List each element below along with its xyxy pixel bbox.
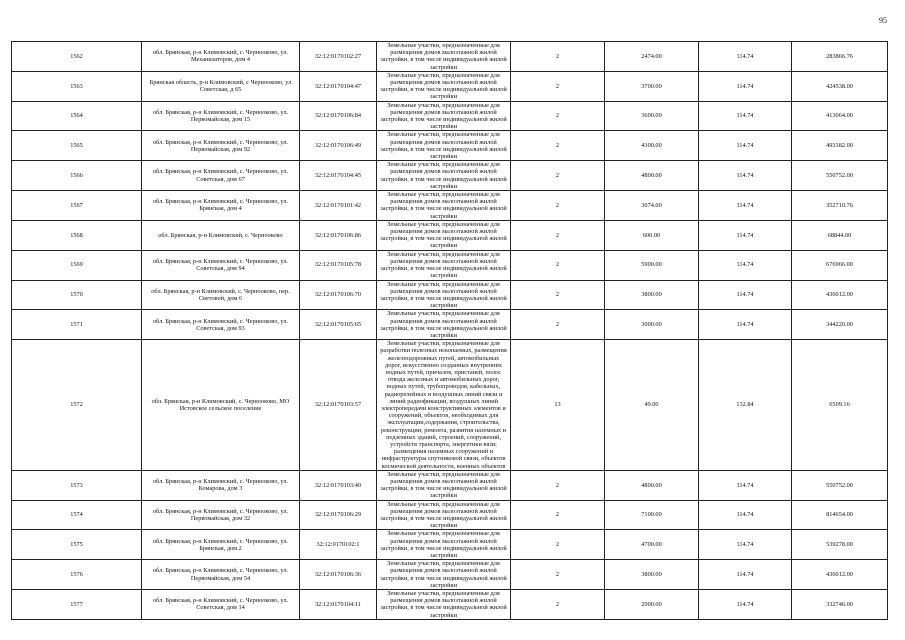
cadastral-value-cell: 424538.00 — [792, 71, 888, 101]
cadastral-value-cell: 332746.00 — [792, 590, 888, 620]
specific-value-cell: 114.74 — [699, 500, 792, 530]
use-group-cell: 2 — [511, 42, 605, 72]
use-group-cell: 13 — [511, 340, 605, 471]
table-row — [12, 500, 888, 530]
cadastral-number-cell: 32:12:0170101:42 — [300, 191, 377, 221]
specific-value-cell: 114.74 — [699, 131, 792, 161]
cadastral-value-cell: 6509.16 — [792, 340, 888, 471]
cadastral-number-cell: 32:12:0170103:57 — [300, 340, 377, 471]
land-use-cell: Земельные участки, предназначенные для размещения домов малоэтажной жилой застройки, в том числе индивидуальной жилой застройки — [377, 250, 511, 280]
table-row — [12, 191, 888, 221]
land-use-cell: Земельные участки, предназначенные для размещения домов малоэтажной жилой застройки, в том числе индивидуальной жилой застройки — [377, 71, 511, 101]
specific-value-cell: 114.74 — [699, 71, 792, 101]
area-cell: 3800.00 — [605, 280, 699, 310]
row-number-cell: 1577 — [12, 590, 142, 620]
use-group-cell: 2 — [511, 71, 605, 101]
cadastral-value-cell: 539278.00 — [792, 530, 888, 560]
land-use-cell: Земельные участки, предназначенные для размещения домов малоэтажной жилой застройки, в том числе индивидуальной жилой застройки — [377, 530, 511, 560]
cadastral-number-cell: 32:12:0170106:84 — [300, 101, 377, 131]
land-use-cell: Земельные участки, предназначенные для размещения домов малоэтажной жилой застройки, в том числе индивидуальной жилой застройки — [377, 161, 511, 191]
cadastral-number-cell: 32:12:0170105:65 — [300, 310, 377, 340]
table-row — [12, 340, 888, 471]
table-body — [12, 42, 888, 620]
use-group-cell: 2 — [511, 161, 605, 191]
address-cell: обл. Брянская, р-н Климовский, с. Чернооково, МО Истовское сельское поселение — [142, 340, 300, 471]
use-group-cell: 2 — [511, 590, 605, 620]
specific-value-cell: 114.74 — [699, 42, 792, 72]
use-group-cell: 2 — [511, 101, 605, 131]
address-cell: обл. Брянская, р-н Климовский, с. Чернооково, ул. Комарова, дом 3 — [142, 470, 300, 500]
cadastral-number-cell: 32:12:0170104:11 — [300, 590, 377, 620]
land-use-cell: Земельные участки, предназначенные для размещения домов малоэтажной жилой застройки, в том числе индивидуальной жилой застройки — [377, 101, 511, 131]
row-number-cell: 1566 — [12, 161, 142, 191]
specific-value-cell: 114.74 — [699, 590, 792, 620]
land-registry-table — [11, 41, 888, 620]
address-cell: Брянская область, р-н Климовский, с Чернооково, ул Советская, д 65 — [142, 71, 300, 101]
row-number-cell: 1569 — [12, 250, 142, 280]
table-row — [12, 590, 888, 620]
area-cell: 3074.00 — [605, 191, 699, 221]
land-use-cell: Земельные участки, предназначенные для размещения домов малоэтажной жилой застройки, в том числе индивидуальной жилой застройки — [377, 470, 511, 500]
area-cell: 4300.00 — [605, 131, 699, 161]
cadastral-value-cell: 436012.00 — [792, 560, 888, 590]
row-number-cell: 1573 — [12, 470, 142, 500]
area-cell: 3000.00 — [605, 310, 699, 340]
row-number-cell: 1576 — [12, 560, 142, 590]
specific-value-cell: 114.74 — [699, 161, 792, 191]
page-number: 95 — [879, 16, 887, 25]
land-use-cell: Земельные участки, предназначенные для разработки полезных ископаемых, размещения железнодорожных путей, автомобильных дорог, искусственно созданных внутренних водных путей, причалов, пристаней, полос отвода железных и автомобильных дорог, водных путей, трубопроводов, кабельных, радиорелейных и воздушных линий связи и линий радиофикации, воздушных линий электропередачи конструктивных элементов и сооружений, объектов, необходимых для эксплуатации,содержания, строительства, реконструкции, ремонта, развития наземных и подземных зданий, строений, сооружений, устройств транспорта, энергетики вязи; размещения наземных сооружений и инфраструктуры спутниковой связи, объектов космической деятельности, военных объектов — [377, 340, 511, 471]
address-cell: обл. Брянская, р-н Климовский, с. Чернооково, ул. Советская, дом 94 — [142, 250, 300, 280]
row-number-cell: 1562 — [12, 42, 142, 72]
table-row — [12, 42, 888, 72]
row-number-cell: 1565 — [12, 131, 142, 161]
table-row — [12, 101, 888, 131]
table-row — [12, 161, 888, 191]
cadastral-number-cell: 32:12:0170106:36 — [300, 560, 377, 590]
use-group-cell: 2 — [511, 131, 605, 161]
area-cell: 4700.00 — [605, 530, 699, 560]
area-cell: 49.00 — [605, 340, 699, 471]
address-cell: обл. Брянская, р-н Климовский, с. Чернооково, ул. Советская, дом 14 — [142, 590, 300, 620]
address-cell: обл. Брянская, р-н Климовский, с. Чернооково, ул. Первомайская, дом 32 — [142, 500, 300, 530]
cadastral-value-cell: 68844.00 — [792, 220, 888, 250]
cadastral-value-cell: 283866.76 — [792, 42, 888, 72]
area-cell: 3600.00 — [605, 101, 699, 131]
area-cell: 2900.00 — [605, 590, 699, 620]
cadastral-number-cell: 32:12:0170106:86 — [300, 220, 377, 250]
land-use-cell: Земельные участки, предназначенные для размещения домов малоэтажной жилой застройки, в том числе индивидуальной жилой застройки — [377, 560, 511, 590]
cadastral-value-cell: 550752.00 — [792, 161, 888, 191]
area-cell: 7100.00 — [605, 500, 699, 530]
specific-value-cell: 132.84 — [699, 340, 792, 471]
address-cell: обл. Брянская, р-н Климовский, с. Чернооково, ул. Брянская, дом 4 — [142, 191, 300, 221]
cadastral-number-cell: 32:12:0170106:49 — [300, 131, 377, 161]
specific-value-cell: 114.74 — [699, 310, 792, 340]
land-use-cell: Земельные участки, предназначенные для размещения домов малоэтажной жилой застройки, в том числе индивидуальной жилой застройки — [377, 590, 511, 620]
table-row — [12, 220, 888, 250]
address-cell: обл. Брянская, р-н Климовский, с. Чернооково, ул. Советская, дом 67 — [142, 161, 300, 191]
specific-value-cell: 114.74 — [699, 191, 792, 221]
use-group-cell: 2 — [511, 310, 605, 340]
row-number-cell: 1567 — [12, 191, 142, 221]
table-row — [12, 560, 888, 590]
land-use-cell: Земельные участки, предназначенные для размещения домов малоэтажной жилой застройки, в том числе индивидуальной жилой застройки — [377, 131, 511, 161]
address-cell: обл. Брянская, р-н Климовский, с. Чернооково, ул. Первомайская, дом 92 — [142, 131, 300, 161]
cadastral-value-cell: 413064.00 — [792, 101, 888, 131]
table-row — [12, 280, 888, 310]
area-cell: 2474.00 — [605, 42, 699, 72]
specific-value-cell: 114.74 — [699, 101, 792, 131]
row-number-cell: 1571 — [12, 310, 142, 340]
cadastral-value-cell: 676966.00 — [792, 250, 888, 280]
specific-value-cell: 114.74 — [699, 470, 792, 500]
row-number-cell: 1575 — [12, 530, 142, 560]
area-cell: 4800.00 — [605, 470, 699, 500]
land-use-cell: Земельные участки, предназначенные для размещения домов малоэтажной жилой застройки, в том числе индивидуальной жилой застройки — [377, 500, 511, 530]
address-cell: обл. Брянская, р-н Климовский, с. Чернооково, ул. Советская, дом 93 — [142, 310, 300, 340]
cadastral-value-cell: 814654.00 — [792, 500, 888, 530]
land-use-cell: Земельные участки, предназначенные для размещения домов малоэтажной жилой застройки, в том числе индивидуальной жилой застройки — [377, 191, 511, 221]
table-row — [12, 131, 888, 161]
area-cell: 600.00 — [605, 220, 699, 250]
use-group-cell: 2 — [511, 530, 605, 560]
specific-value-cell: 114.74 — [699, 560, 792, 590]
use-group-cell: 2 — [511, 250, 605, 280]
cadastral-value-cell: 344220.00 — [792, 310, 888, 340]
specific-value-cell: 114.74 — [699, 220, 792, 250]
row-number-cell: 1574 — [12, 500, 142, 530]
cadastral-number-cell: 32:12:0170102:1 — [300, 530, 377, 560]
cadastral-value-cell: 550752.00 — [792, 470, 888, 500]
land-use-cell: Земельные участки, предназначенные для размещения домов малоэтажной жилой застройки, в том числе индивидуальной жилой застройки — [377, 42, 511, 72]
table-row — [12, 250, 888, 280]
cadastral-value-cell: 352710.76 — [792, 191, 888, 221]
cadastral-number-cell: 32:12:0170106:29 — [300, 500, 377, 530]
use-group-cell: 2 — [511, 500, 605, 530]
cadastral-number-cell: 32:12:0170105:78 — [300, 250, 377, 280]
cadastral-number-cell: 32:12:0170103:40 — [300, 470, 377, 500]
use-group-cell: 2 — [511, 191, 605, 221]
row-number-cell: 1563 — [12, 71, 142, 101]
cadastral-number-cell: 32:12:0170104:45 — [300, 161, 377, 191]
area-cell: 4800.00 — [605, 161, 699, 191]
address-cell: обл. Брянская, р-н Климовский, с. Чернооково, ул. Брянская, дом 2 — [142, 530, 300, 560]
use-group-cell: 2 — [511, 280, 605, 310]
use-group-cell: 2 — [511, 220, 605, 250]
area-cell: 3700.00 — [605, 71, 699, 101]
land-use-cell: Земельные участки, предназначенные для размещения домов малоэтажной жилой застройки, в том числе индивидуальной жилой застройки — [377, 310, 511, 340]
land-use-cell: Земельные участки, предназначенные для размещения домов малоэтажной жилой застройки, в том числе индивидуальной жилой застройки — [377, 280, 511, 310]
land-use-cell: Земельные участки, предназначенные для размещения домов малоэтажной жилой застройки, в том числе индивидуальной жилой застройки — [377, 220, 511, 250]
row-number-cell: 1568 — [12, 220, 142, 250]
row-number-cell: 1570 — [12, 280, 142, 310]
cadastral-number-cell: 32:12:0170102:27 — [300, 42, 377, 72]
area-cell: 3800.00 — [605, 560, 699, 590]
area-cell: 5900.00 — [605, 250, 699, 280]
specific-value-cell: 114.74 — [699, 250, 792, 280]
row-number-cell: 1572 — [12, 340, 142, 471]
table-row — [12, 470, 888, 500]
address-cell: обл. Брянская, р-н Климовский, с. Чернооково, ул. Первомайская, дом 15 — [142, 101, 300, 131]
table-row — [12, 71, 888, 101]
table-row — [12, 530, 888, 560]
use-group-cell: 2 — [511, 470, 605, 500]
cadastral-number-cell: 32:12:0170104:47 — [300, 71, 377, 101]
row-number-cell: 1564 — [12, 101, 142, 131]
address-cell: обл. Брянская, р-н Климовский, с. Чернооково, пер. Световой, дом 6 — [142, 280, 300, 310]
table-row — [12, 310, 888, 340]
cadastral-value-cell: 436012.00 — [792, 280, 888, 310]
cadastral-number-cell: 32:12:0170106:70 — [300, 280, 377, 310]
address-cell: обл. Брянская, р-н Климовский, с. Чернооково, ул. Механизаторов, дом 4 — [142, 42, 300, 72]
address-cell: обл. Брянская, р-н Климовский, с. Чернооково — [142, 220, 300, 250]
specific-value-cell: 114.74 — [699, 530, 792, 560]
use-group-cell: 2 — [511, 560, 605, 590]
cadastral-value-cell: 493382.00 — [792, 131, 888, 161]
specific-value-cell: 114.74 — [699, 280, 792, 310]
address-cell: обл. Брянская, р-н Климовский, с. Чернооково, ул. Первомайская, дом 54 — [142, 560, 300, 590]
